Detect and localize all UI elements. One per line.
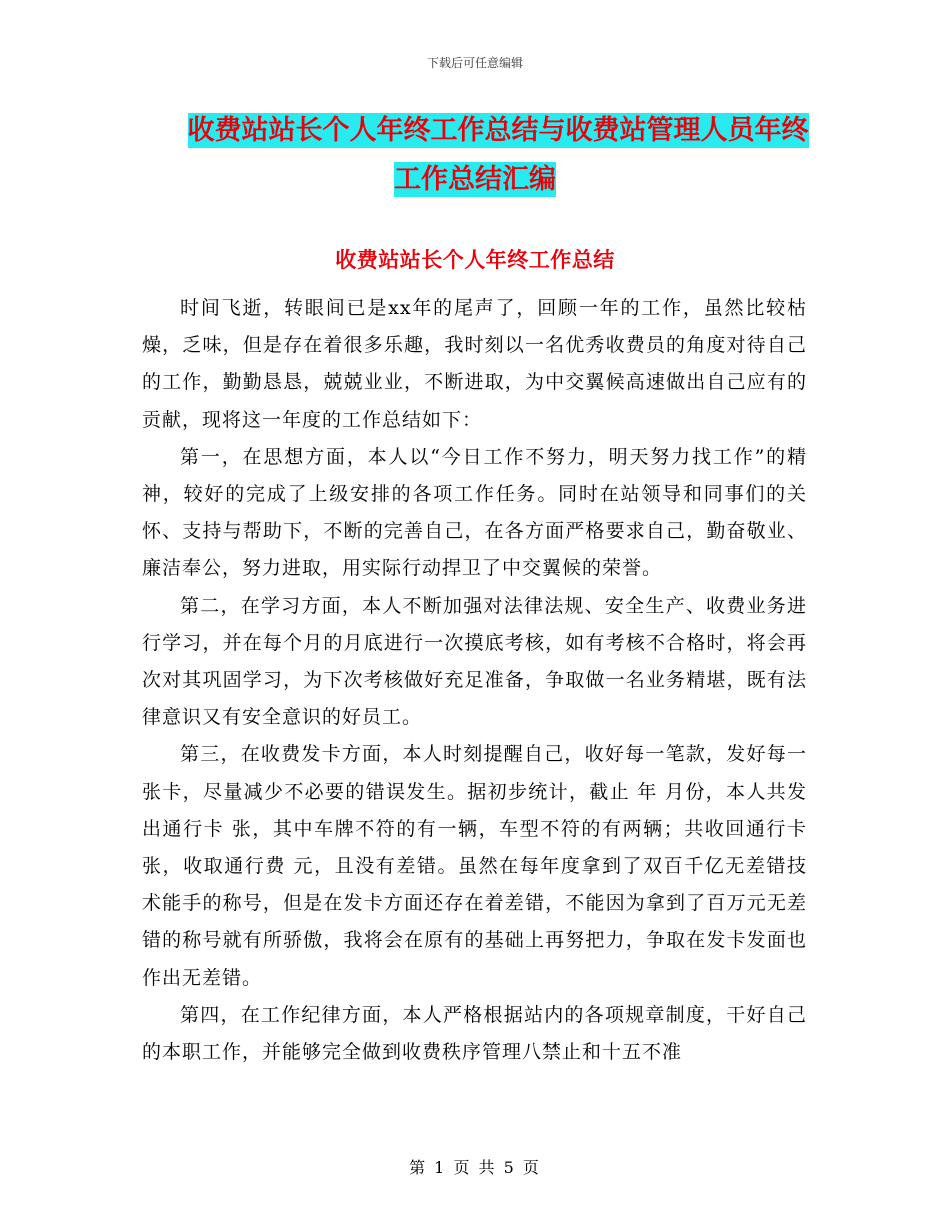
paragraph: 第三，在收费发卡方面，本人时刻提醒自己，收好每一笔款，发好每一张卡，尽量减少不必要的错误发生。据初步统计，截止 年 月份，本人共发出通行卡 张，其中车牌不符的有一辆，车型不符的有两辆；共收回通行卡 张，收取通行费 元，且没有差错。虽然在每年度拿到了双百千亿无差错技术能手的称号，但是在发卡方面还存在着差错，不能因为拿到了百万元无差错的称号就有所骄傲，我将会在原有的基础上再努把力，争取在发卡发面也作出无差错。 bbox=[142, 743, 807, 989]
header-note: 下载后可任意编辑 bbox=[426, 56, 523, 70]
section-title: 收费站站长个人年终工作总结 bbox=[335, 247, 615, 272]
paragraph: 第一，在思想方面，本人以“今日工作不努力，明天努力找工作”的精神，较好的完成了上级安排的各项工作任务。同时在站领导和同事们的关怀、支持与帮助下，不断的完善自己，在各方面严格要求自己，勤奋敬业、廉洁奉公，努力进取，用实际行动捍卫了中交翼候的荣誉。 bbox=[142, 445, 807, 580]
title-line-1: 收费站站长个人年终工作总结与收费站管理人员年终 bbox=[187, 115, 809, 146]
body-text bbox=[142, 290, 807, 1071]
paragraph: 第四，在工作纪律方面，本人严格根据站内的各项规章制度，干好自己的本职工作，并能够完全做到收费秩序管理八禁止和十五不准 bbox=[142, 1003, 807, 1064]
document-title bbox=[0, 106, 950, 204]
page-footer: 第 1 页 共 5 页 bbox=[409, 1158, 541, 1177]
title-line-2: 工作总结汇编 bbox=[394, 164, 556, 195]
paragraph: 第二，在学习方面，本人不断加强对法律法规、安全生产、收费业务进行学习，并在每个月的月底进行一次摸底考核，如有考核不合格时，将会再次对其巩固学习，为下次考核做好充足准备，争取做一名业务精堪，既有法律意识又有安全意识的好员工。 bbox=[142, 594, 807, 729]
paragraph: 时间飞逝，转眼间已是xx年的尾声了，回顾一年的工作，虽然比较枯燥，乏味，但是存在着很多乐趣，我时刻以一名优秀收费员的角度对待自己的工作，勤勤恳恳，兢兢业业，不断进取，为中交翼候高速做出自己应有的贡献，现将这一年度的工作总结如下： bbox=[142, 297, 807, 431]
